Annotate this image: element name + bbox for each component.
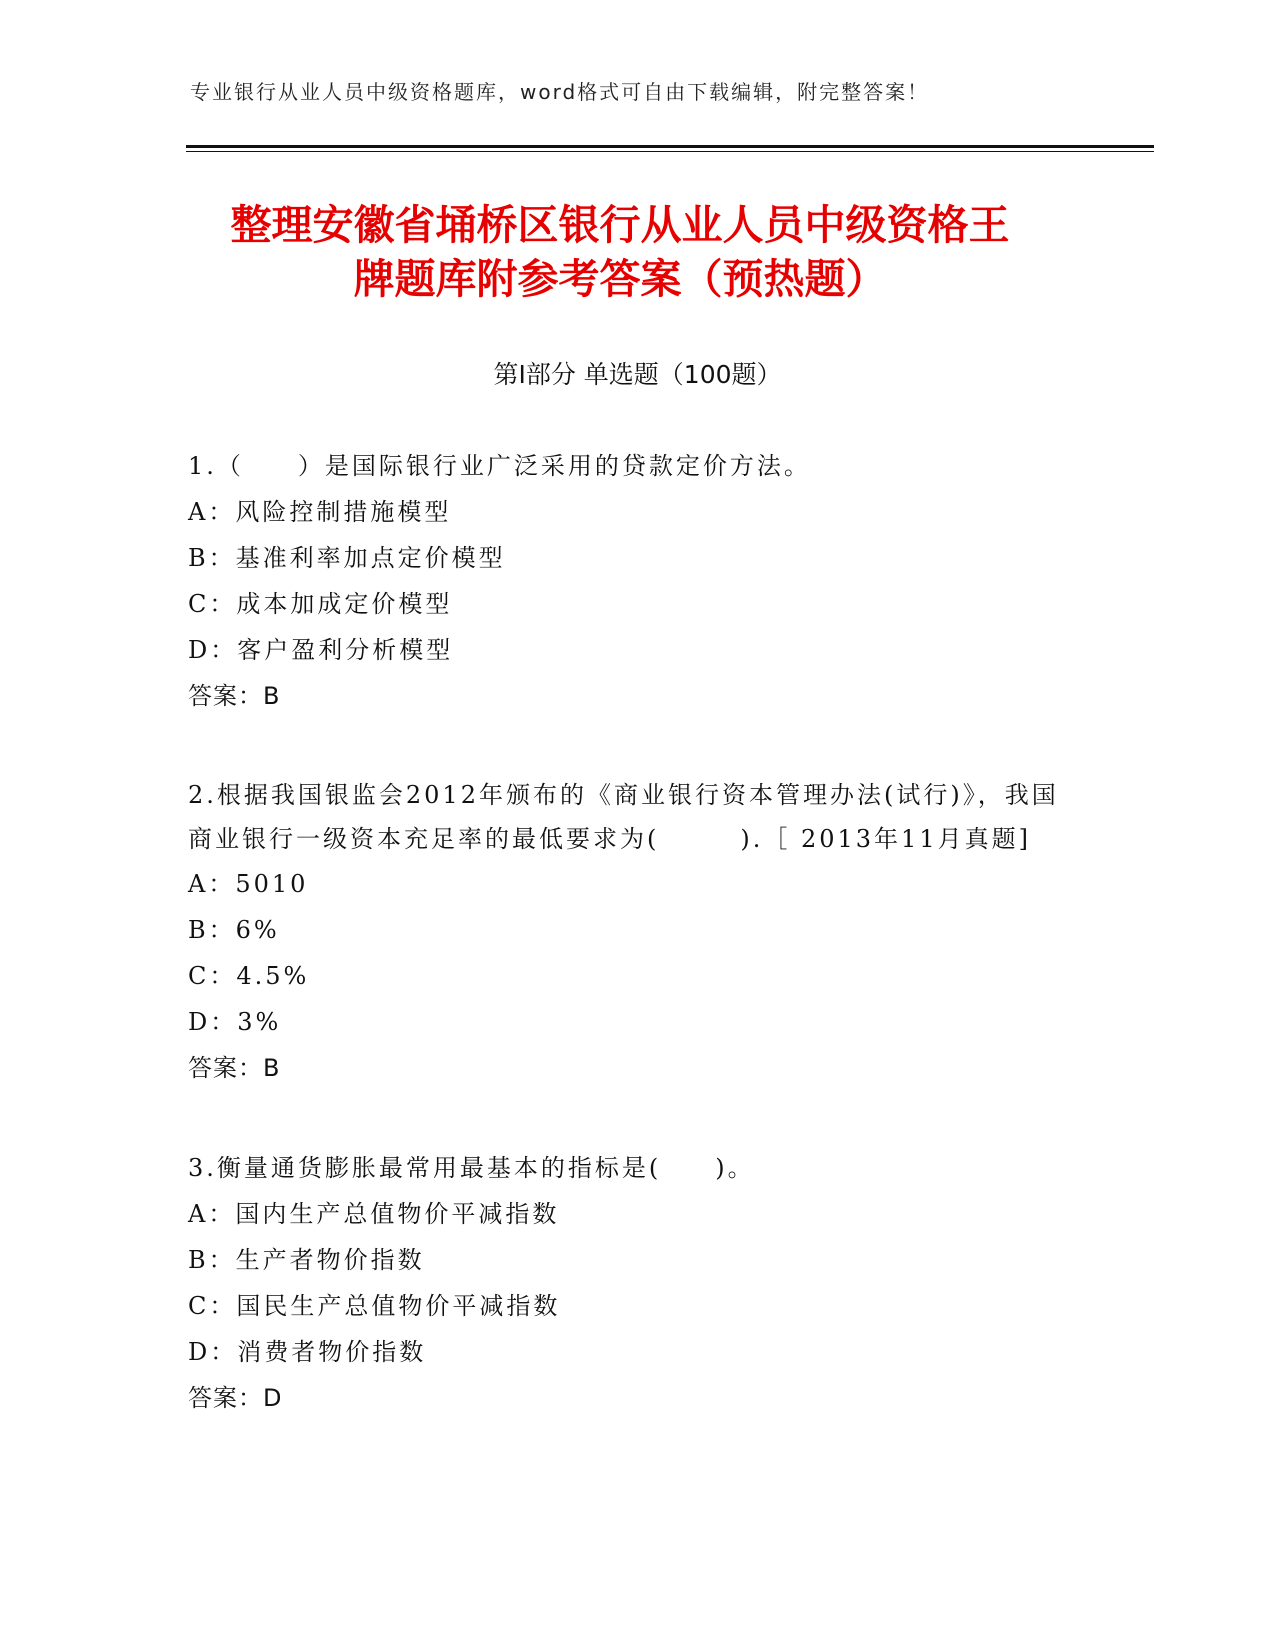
header-rule-thin	[186, 151, 1154, 152]
option-d: D：消费者物价指数	[188, 1338, 427, 1366]
option-c: C：成本加成定价模型	[188, 590, 453, 618]
option-d: D：3%	[188, 1008, 282, 1036]
question-list	[188, 443, 1068, 1475]
answer: 答案：B	[188, 682, 281, 710]
document-title-line-2: 牌题库附参考答案（预热题）	[353, 255, 887, 303]
option-c: C：国民生产总值物价平减指数	[188, 1292, 561, 1320]
document-title	[170, 198, 1070, 306]
option-a: A：国内生产总值物价平减指数	[188, 1200, 560, 1228]
question-3	[188, 1145, 1068, 1421]
answer: 答案：B	[188, 1054, 281, 1082]
question-stem: 1.（ ）是国际银行业广泛采用的贷款定价方法。	[188, 452, 811, 480]
option-d: D：客户盈利分析模型	[188, 636, 454, 664]
option-b: B：基准利率加点定价模型	[188, 544, 506, 572]
header-note: 专业银行从业人员中级资格题库，word格式可自由下载编辑，附完整答案！	[190, 80, 930, 104]
header-rule-thick	[186, 145, 1154, 148]
document-title-line-1: 整理安徽省埇桥区银行从业人员中级资格王	[230, 201, 1010, 249]
question-stem: 2.根据我国银监会2012年颁布的《商业银行资本管理办法(试行)》，我国商业银行一级资本充足率的最低要求为( ).［ 2013年11月真题]	[188, 781, 1059, 853]
option-b: B：6%	[188, 916, 280, 944]
answer: 答案：D	[188, 1384, 283, 1412]
question-2	[188, 773, 1068, 1091]
section-heading: 第Ⅰ部分 单选题（100题）	[493, 360, 782, 389]
option-b: B：生产者物价指数	[188, 1246, 425, 1274]
question-1	[188, 443, 1068, 719]
option-a: A：5010	[188, 870, 309, 898]
option-c: C：4.5%	[188, 962, 310, 990]
question-stem: 3.衡量通货膨胀最常用最基本的指标是( )。	[188, 1154, 755, 1182]
option-a: A：风险控制措施模型	[188, 498, 452, 526]
